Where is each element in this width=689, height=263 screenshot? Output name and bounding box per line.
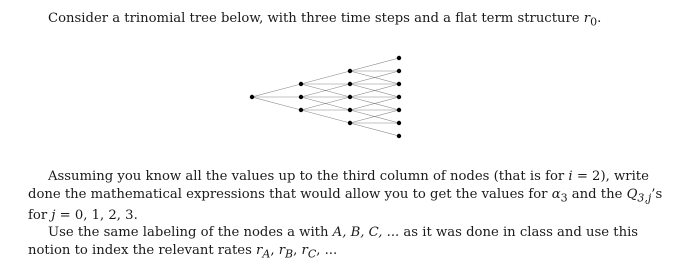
tree-edge	[252, 84, 301, 97]
tree-node	[397, 69, 401, 73]
tree-edge	[301, 71, 350, 84]
question-line-4: Use the same labeling of the nodes a with A, B, C, ... as it was done in class and use this	[48, 225, 639, 241]
tree-node	[299, 82, 303, 86]
tree-node	[348, 121, 352, 125]
tree-node	[348, 82, 352, 86]
tree-node	[397, 121, 401, 125]
tree-node	[299, 108, 303, 112]
question-line-5: notion to index the relevant rates $r_A$, $r_B$, $r_C$, ...	[28, 243, 338, 261]
tree-node	[348, 95, 352, 99]
intro-period: .	[597, 11, 602, 26]
question-line-2: done the mathematical expressions that would allow you to get the values for $\alpha_3$ and the $Q_{3,j}’s$	[28, 186, 663, 205]
question-paragraph-1	[28, 168, 668, 224]
tree-node	[397, 134, 401, 138]
tree-edge	[350, 58, 399, 71]
question-line-1: Assuming you know all the values up to the third column of nodes (that is for i = 2), write	[48, 169, 649, 184]
question-block	[28, 168, 668, 263]
tree-edge	[301, 110, 350, 123]
intro-text: Consider a trinomial tree below, with three time steps and a flat term structure	[48, 11, 584, 26]
tree-node	[397, 95, 401, 99]
tree-node	[397, 108, 401, 112]
tree-edge	[350, 123, 399, 136]
tree-node	[397, 82, 401, 86]
tree-node	[348, 108, 352, 112]
question-line-3: for j = 0, 1, 2, 3.	[28, 207, 138, 223]
tree-edge	[252, 97, 301, 110]
tree-node	[348, 69, 352, 73]
tree-node	[299, 95, 303, 99]
question-paragraph-2	[28, 224, 668, 263]
tree-node	[250, 95, 254, 99]
tree-edges	[252, 58, 399, 136]
flat-rate-symbol: r	[583, 11, 591, 26]
tree-node	[397, 56, 401, 60]
flat-rate-subscript: 0	[590, 15, 598, 29]
